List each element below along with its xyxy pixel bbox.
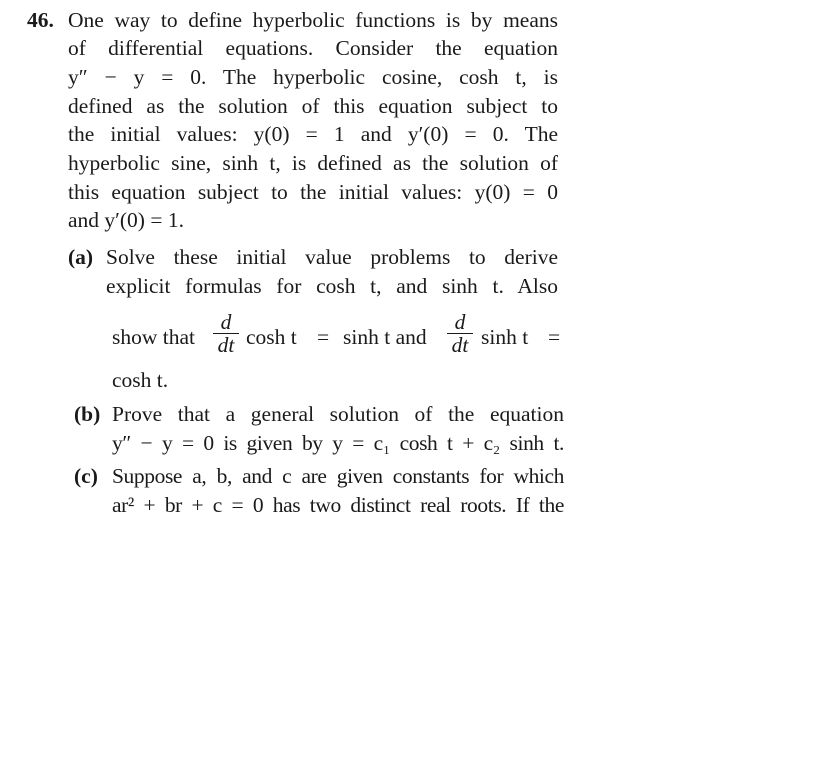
part-a-sinh-t: sinh t (481, 325, 529, 349)
intro-line-6: hyperbolic sine, sinh t, is defined as the solution of (68, 151, 558, 175)
fraction-denominator: dt (451, 333, 469, 357)
part-b-line-1: Prove that a general solution of the equation (112, 402, 564, 426)
intro-line-2: of differential equations. Consider the equation (68, 36, 558, 60)
part-a-line-2: explicit formulas for cosh t, and sinh t. Also (106, 274, 558, 298)
part-a-label: (a) (68, 245, 94, 269)
part-a-show-that: show that (112, 325, 196, 349)
part-a-cosh-t: cosh t (246, 325, 297, 349)
intro-line-3: y″ − y = 0. The hyperbolic cosine, cosh t, is (68, 65, 558, 89)
part-b-line-2: y″ − y = 0 is given by y = c₁ cosh t + c₂ sinh t. (112, 431, 564, 455)
intro-line-1: One way to define hyperbolic functions is by means (68, 8, 558, 32)
part-a-equals-2: = (548, 325, 561, 349)
part-a-tail: cosh t. (112, 368, 169, 392)
part-b-label: (b) (74, 402, 101, 426)
fraction-numerator: d (454, 310, 466, 334)
derivative-fraction-2 (447, 311, 473, 356)
fraction-denominator: dt (217, 333, 235, 357)
part-a-sinh-t-and: sinh t and (343, 325, 427, 349)
problem-number: 46. (27, 8, 54, 32)
intro-line-7: this equation subject to the initial values: y(0) = 0 (68, 180, 558, 204)
part-c-line-2: ar² + br + c = 0 has two distinct real roots. If the (112, 493, 564, 517)
part-c-label: (c) (74, 464, 98, 488)
part-a-line-1: Solve these initial value problems to derive (106, 245, 558, 269)
fraction-numerator: d (220, 310, 232, 334)
part-a-equals-1: = (317, 325, 330, 349)
derivative-fraction-1 (213, 311, 239, 356)
intro-line-4: defined as the solution of this equation subject to (68, 94, 558, 118)
intro-line-5: the initial values: y(0) = 1 and y′(0) = 0. The (68, 122, 558, 146)
part-c-line-1: Suppose a, b, and c are given constants for which (112, 464, 564, 488)
intro-line-8: and y′(0) = 1. (68, 208, 184, 232)
